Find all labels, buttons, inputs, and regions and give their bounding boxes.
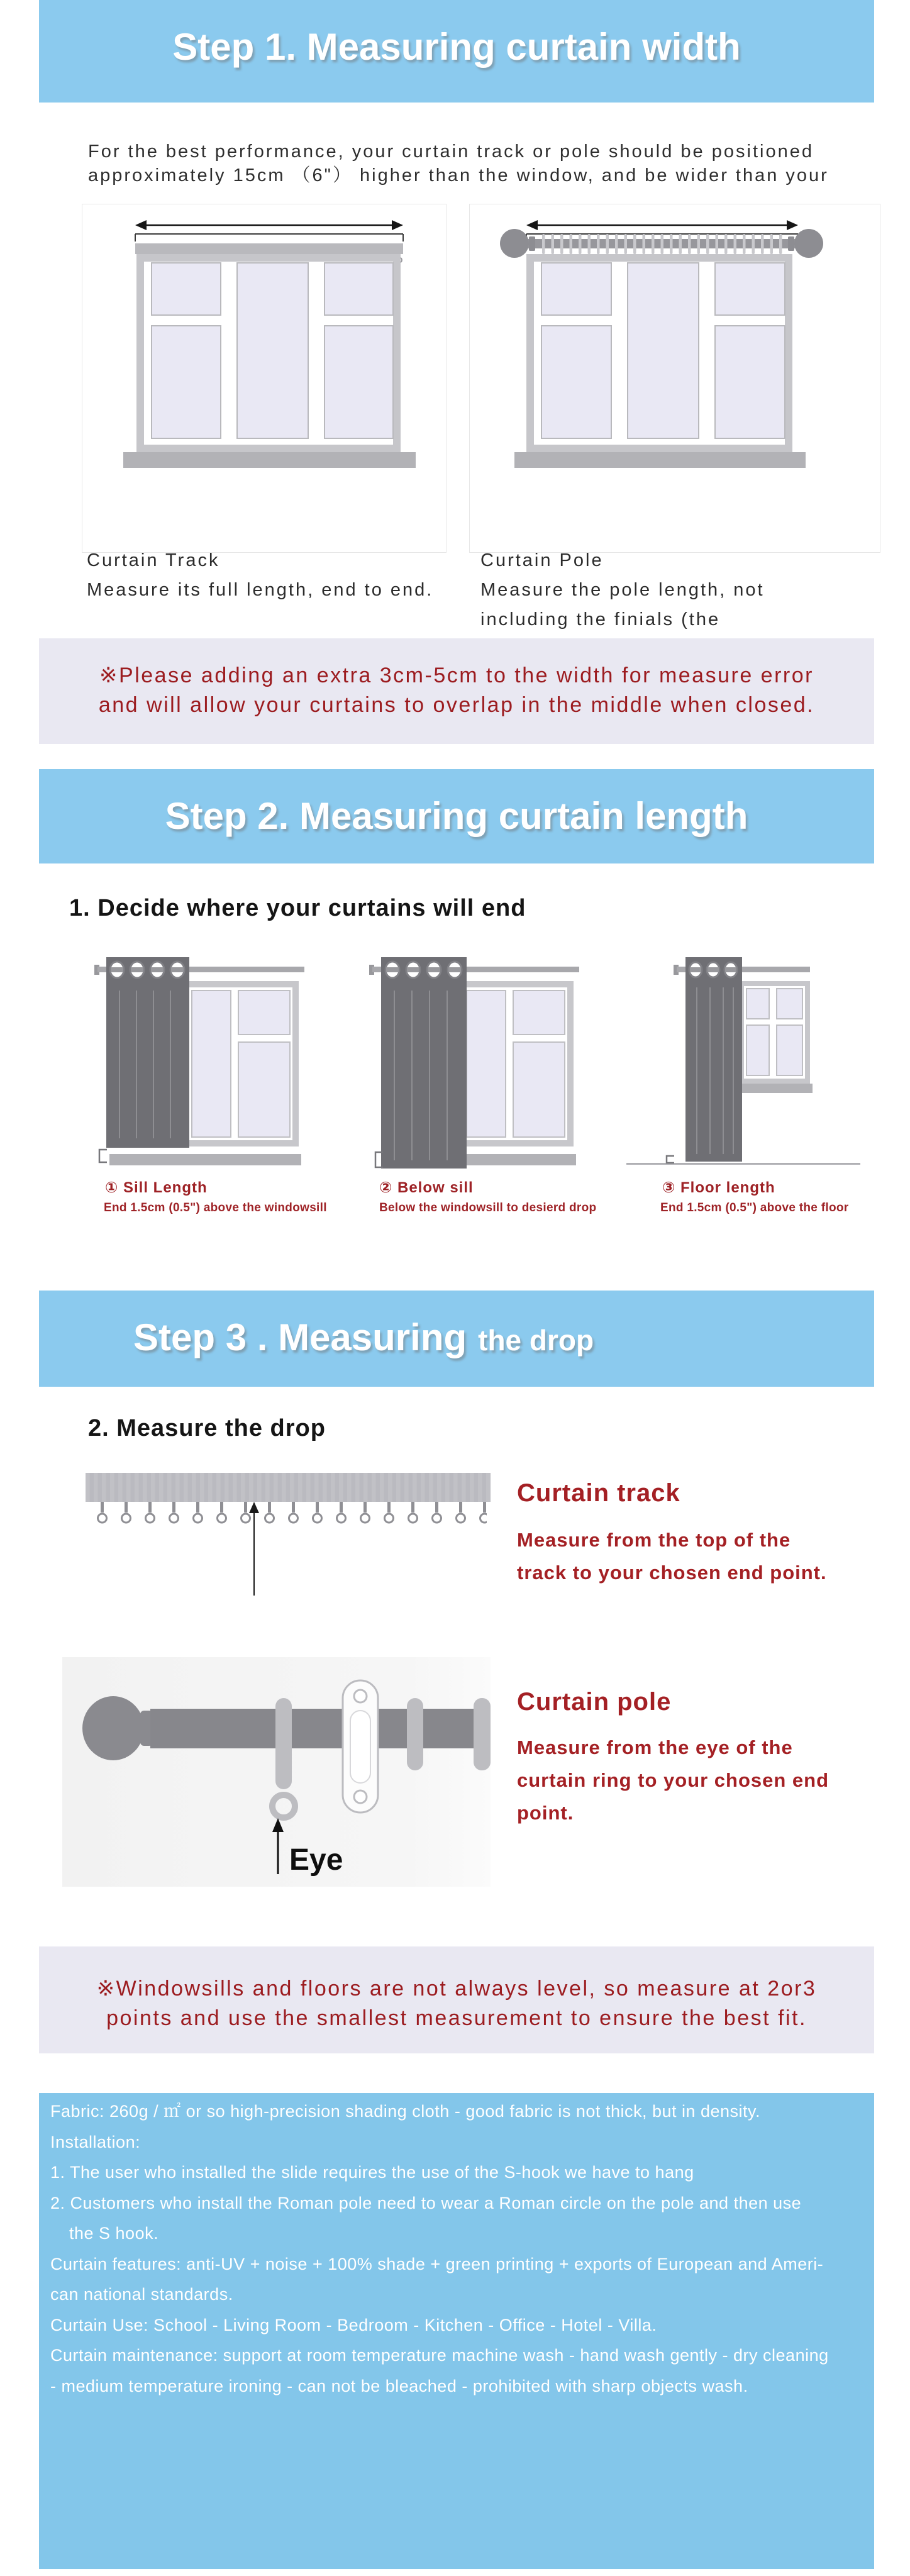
step1-intro-line2: approximately 15cm （6"） higher than the window, and be wider than your [88,165,829,186]
step1-intro-line1: For the best performance, your curtain track or pole should be positioned [88,142,814,162]
step2-banner [39,769,874,863]
detail-features-2: can national standards. [50,2285,233,2304]
track-drop-figure [86,1473,501,1605]
pole-drop-title: Curtain pole [517,1688,672,1716]
sill-length-label: ① Sill Length [105,1179,208,1196]
floor-length-figure [626,953,878,1170]
pole-drop-line3: point. [517,1802,574,1824]
ring-eye [272,1795,295,1818]
curtain-track-caption-line: Measure its full length, end to end. [87,580,434,600]
curtain-track-bar [86,1473,491,1527]
detail-install-2b: the S hook. [69,2224,159,2243]
step3-banner-subtitle: the drop [478,1324,594,1357]
curtain-track-caption-title: Curtain Track [87,550,220,570]
width-note-line1: ※Please adding an extra 3cm-5cm to the width for measure error [99,663,814,687]
track-window-drawing [82,204,446,552]
below-sill-figure [325,953,589,1170]
windowsill [742,1084,813,1093]
curtain-pole-bar [500,229,823,258]
window-frame [739,981,810,1084]
track-window-figure [82,204,447,553]
windowsill [123,452,416,468]
track-drop-line2: track to your chosen end point. [517,1562,827,1584]
pole-drop-caption [517,1688,829,1829]
floor-length-desc: End 1.5cm (0.5") above the floor [660,1201,849,1214]
pole-drop-figure [62,1657,491,1887]
step3-banner [39,1291,874,1387]
below-sill-desc: Below the windowsill to desierd drop [379,1201,597,1214]
curtain-panel [381,957,467,1169]
step1-banner-title: Step 1. Measuring curtain width [172,26,741,68]
curtain-pole-caption [480,546,765,635]
track-drop-caption [517,1479,827,1589]
curtain-pole-caption-line2: including the finials (the [480,609,721,630]
step1-banner [39,0,874,103]
level-note-line1: ※Windowsills and floors are not always level, so measure at 2or3 [96,1977,817,2001]
step3-heading: 2. Measure the drop [88,1415,326,1441]
detail-maintenance: Curtain maintenance: support at room temperature machine wash - hand wash gently - dry cleaning [50,2346,829,2365]
sill-length-desc: End 1.5cm (0.5") above the windowsill [104,1201,327,1214]
pole-drop-line1: Measure from the eye of the [517,1736,793,1758]
detail-maintenance-2: - medium temperature ironing - can not be bleached - prohibited with sharp objects wash. [50,2376,748,2396]
detail-fabric: Fabric: 260g / ㎡ or so high-precision shading cloth - good fabric is not thick, but in density. [50,2102,761,2121]
pole-drop-line2: curtain ring to your chosen end [517,1769,830,1791]
detail-use: Curtain Use: School - Living Room - Bedroom - Kitchen - Office - Hotel - Villa. [50,2315,657,2334]
floor-length-label: ③ Floor length [662,1179,775,1196]
pole-window-drawing [470,204,880,552]
detail-install-1: 1. The user who installed the slide requires the use of the S-hook we have to hang [50,2163,694,2182]
width-note-line2: and will allow your curtains to overlap in the middle when closed. [98,693,815,717]
step2-heading: 1. Decide where your curtains will end [69,895,526,921]
width-note-box [39,638,874,744]
sill-length-figure [50,953,314,1170]
window-frame [458,981,574,1146]
pole-window-figure [469,204,880,553]
window-frame [526,254,792,452]
track-drop-line1: Measure from the top of the [517,1529,791,1551]
grommets [689,962,737,977]
curtain-panel [106,957,189,1148]
detail-install-2: 2. Customers who install the Roman pole need to wear a Roman circle on the pole and then use [50,2193,802,2212]
eye-arrow [272,1818,284,1874]
step3-banner-title: Step 3 . Measuring [133,1316,467,1358]
windowsill [514,452,806,468]
curtain-pole-caption-title: Curtain Pole [480,550,604,570]
windowsill [109,1154,301,1165]
width-measure-arrow [135,220,403,242]
floor-line [626,1163,860,1165]
detail-installation: Installation: [50,2132,141,2151]
window-frame [183,981,299,1146]
curtain-track-caption [87,546,433,605]
detail-features: Curtain features: anti-UV + noise + 100% shade + green printing + exports of European and Ameri- [50,2254,824,2273]
level-note-box [39,1946,874,2053]
below-sill-label: ② Below sill [379,1179,474,1196]
measure-bracket [99,1150,107,1162]
measure-bracket [667,1156,674,1163]
level-note-line2: points and use the smallest measurement to ensure the best fit. [106,2006,807,2030]
window-frame [136,254,401,452]
curtain-pole-caption-line1: Measure the pole length, not [480,580,765,600]
eye-label: Eye [289,1843,343,1877]
track-drop-title: Curtain track [517,1479,680,1507]
step1-intro [88,140,829,187]
wall-bracket [343,1680,378,1813]
step2-banner-title: Step 2. Measuring curtain length [165,795,748,837]
product-details-box [39,2093,874,2569]
curtain-panel [685,957,742,1162]
pole-drop-drawing [62,1657,491,1887]
